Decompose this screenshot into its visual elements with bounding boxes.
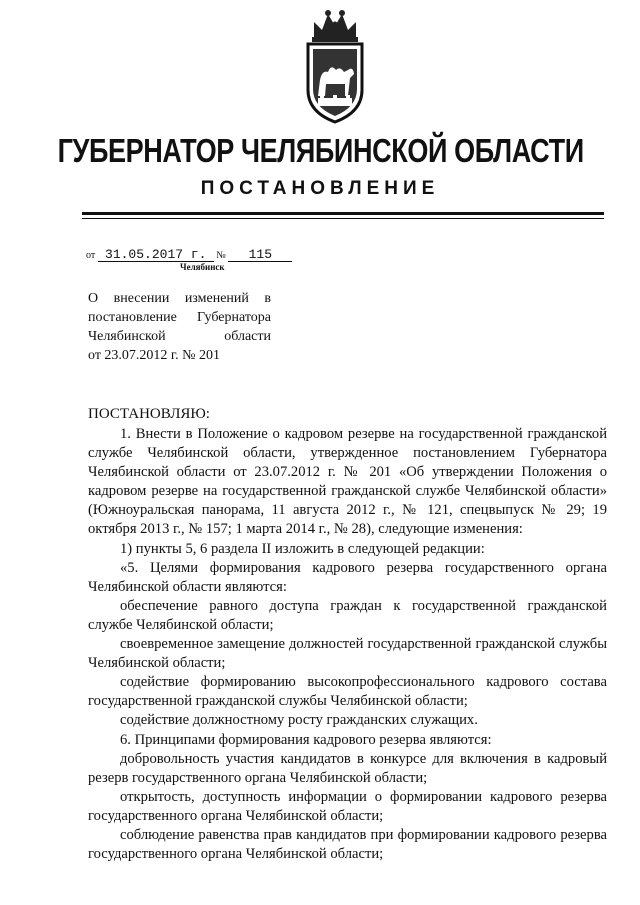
body-paragraph: «5. Целями формирования кадрового резерва государственного органа Челябинской области являются:: [88, 559, 607, 595]
document-body: [88, 425, 607, 864]
date-field: 31.05.2017 г.: [98, 248, 214, 262]
body-paragraph: содействие формированию высокопрофессионального кадрового состава государственной гражданской службы Челябинской области;: [88, 674, 607, 710]
body-paragraph: открытость, доступность информации о формировании кадрового резерва государственного органа Челябинской области;: [88, 788, 607, 824]
subject-line: О внесении изменений в: [88, 291, 271, 306]
document-subject: [88, 289, 271, 365]
date-number-line: [86, 248, 292, 262]
document-type: ПОСТАНОВЛЕНИЕ: [200, 178, 440, 199]
body-paragraph: 1. Внести в Положение о кадровом резерве на государственной гражданской службе Челябинской области, утвержденное постановлением Губернатора Челябинской области от 23.07.2012 г. № 201 «Об утверждении Положения о кадровом резерве на государственной гражданской службе Челябинской области» (Южноуральская панорама, 11 августа 2012 г., № 121, спецвыпуск № 29; 19 октября 2013 г., № 157; 1 марта 2014 г., № 28), следующие изменения:: [88, 426, 607, 538]
resolve-heading: ПОСТАНОВЛЯЮ:: [88, 406, 210, 422]
number-prefix: №: [216, 250, 226, 261]
header-rule-thick: [82, 212, 604, 215]
date-prefix: от: [86, 250, 96, 261]
header-rule-thin: [82, 218, 604, 219]
governor-title: ГУБЕРНАТОР ЧЕЛЯБИНСКОЙ ОБЛАСТИ: [57, 132, 584, 169]
subject-line: от 23.07.2012 г. № 201: [88, 348, 220, 363]
coat-of-arms-icon: [298, 8, 372, 126]
subject-line: постановление Губернатора: [88, 310, 271, 325]
city-label: Челябинск: [180, 262, 225, 272]
body-paragraph: 6. Принципами формирования кадрового резерва являются:: [120, 731, 492, 748]
body-paragraph: 1) пункты 5, 6 раздела II изложить в следующей редакции:: [120, 540, 485, 557]
subject-line: Челябинской области: [88, 329, 271, 344]
body-paragraph: обеспечение равного доступа граждан к государственной гражданской службе Челябинской области;: [88, 597, 607, 633]
body-paragraph: своевременное замещение должностей государственной гражданской службы Челябинской области;: [88, 636, 607, 672]
body-paragraph: добровольность участия кандидатов в конкурсе для включения в кадровый резерв государственного органа Челябинской области;: [88, 750, 607, 786]
body-paragraph: содействие должностному росту гражданских служащих.: [120, 712, 478, 729]
number-field: 115: [228, 248, 292, 262]
coat-of-arms-emblem: [298, 8, 372, 126]
body-paragraph: соблюдение равенства прав кандидатов при формировании кадрового резерва государственного органа Челябинской области;: [88, 826, 607, 863]
